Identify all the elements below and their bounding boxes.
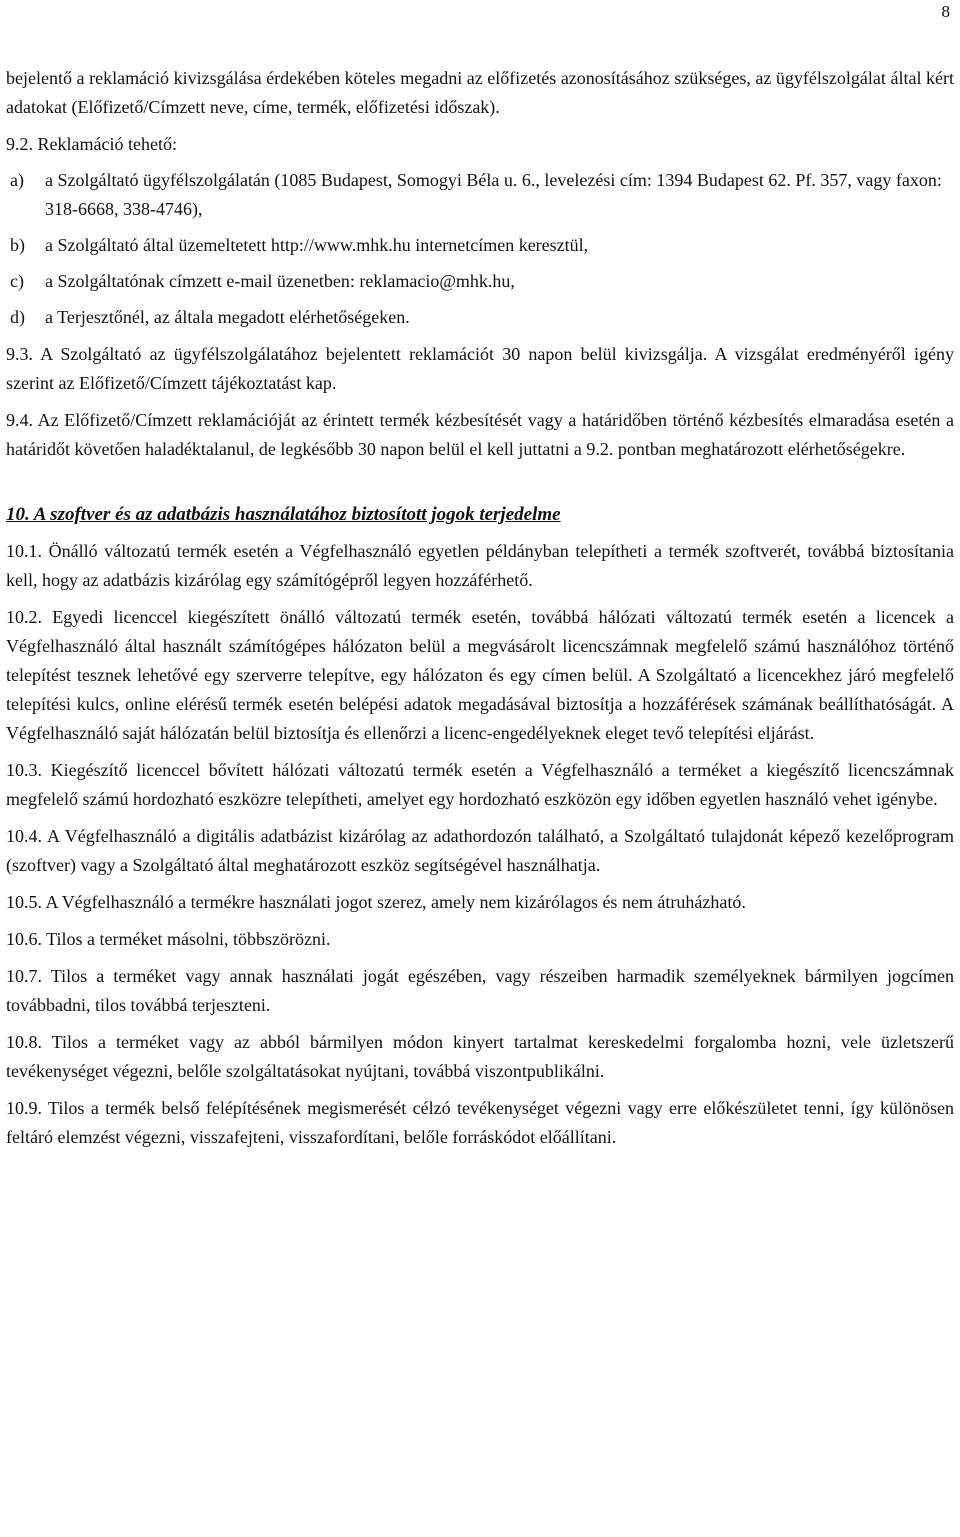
paragraph-10-6: 10.6. Tilos a terméket másolni, többszörözni.: [6, 929, 331, 949]
list-item-text: a Szolgáltató által üzemeltetett http://www.mhk.hu internetcímen keresztül,: [45, 235, 589, 255]
list-item-letter: a): [10, 170, 24, 190]
list-item-text: a Szolgáltatónak címzett e-mail üzenetben: reklamacio@mhk.hu,: [45, 271, 515, 291]
list-item-text: a Terjesztőnél, az általa megadott elérhetőségeken.: [45, 307, 410, 327]
paragraph-9-3: 9.3. A Szolgáltató az ügyfélszolgálatához bejelentett reklamációt 30 napon belül kivizsgálja. A vizsgálat eredményéről igény szerint az Előfizető/Címzett tájékoztatást kap.: [6, 344, 954, 393]
list-item-letter: b): [10, 235, 25, 255]
document-body: [6, 64, 954, 1152]
paragraph-10-4: 10.4. A Végfelhasználó a digitális adatbázist kizárólag az adathordozón található, a Szolgáltató tulajdonát képező kezelőprogram (szoftver) vagy a Szolgáltató által meghatározott eszköz segítségével használhatja.: [6, 826, 954, 875]
list-item: [6, 166, 954, 224]
paragraph-9-2: 9.2. Reklamáció tehető:: [6, 134, 177, 154]
list-item: [6, 303, 954, 332]
list-item: [6, 267, 954, 296]
paragraph-10-2: 10.2. Egyedi licenccel kiegészített önálló változatú termék esetén, továbbá hálózati változatú termék esetén a licencek a Végfelhasználó által használt számítógépes hálózaton belül a megvásárolt licencszámnak megfelelő számú használóhoz történő telepítést tesznek lehetővé egy szerverre telepítve, egy hálózaton és egy címen belül. A Szolgáltató a licencekhez járó megfelelő telepítési kulcs, online elérésű termék esetén belépési adatok megadásával biztosítja a hozzáférések számának beállíthatóságát. A Végfelhasználó saját hálózatán belül biztosítja és ellenőrzi a licenc-engedélyeknek eleget tevő telepítési eljárást.: [6, 607, 954, 743]
paragraph-10-8: 10.8. Tilos a terméket vagy az abból bármilyen módon kinyert tartalmat kereskedelmi forgalomba hozni, vele üzletszerű tevékenységet végezni, belőle szolgáltatásokat nyújtani, továbbá viszontpublikálni.: [6, 1032, 954, 1081]
paragraph-10-5: 10.5. A Végfelhasználó a termékre használati jogot szerez, amely nem kizárólagos és nem átruházható.: [6, 892, 746, 912]
list-item-letter: c): [10, 271, 24, 291]
section-heading-10: 10. A szoftver és az adatbázis használatához biztosított jogok terjedelme: [6, 504, 561, 525]
paragraph-9-4: 9.4. Az Előfizető/Címzett reklamációját az érintett termék kézbesítését vagy a határidőben történő kézbesítés elmaradása esetén a határidőt követően haladéktalanul, de legkésőbb 30 napon belül el kell juttatni a 9.2. pontban meghatározott elérhetőségekre.: [6, 410, 954, 459]
paragraph-continuation: bejelentő a reklamáció kivizsgálása érdekében köteles megadni az előfizetés azonosításához szükséges, az ügyfélszolgálat által kért adatokat (Előfizető/Címzett neve, címe, termék, előfizetési időszak).: [6, 68, 954, 117]
list-item-letter: d): [10, 307, 25, 327]
list-item-text: a Szolgáltató ügyfélszolgálatán (1085 Budapest, Somogyi Béla u. 6., levelezési cím: 1394 Budapest 62. Pf. 357, vagy faxon: 318-6668, 338-4746),: [45, 170, 942, 219]
paragraph-10-7: 10.7. Tilos a terméket vagy annak használati jogát egészében, vagy részeiben harmadik személyeknek bármilyen jogcímen továbbadni, tilos továbbá terjeszteni.: [6, 966, 954, 1015]
page-number: 8: [941, 2, 950, 21]
list-item: [6, 231, 954, 260]
paragraph-10-3: 10.3. Kiegészítő licenccel bővített hálózati változatú termék esetén a Végfelhasználó a terméket a kiegészítő licencszámnak megfelelő számú hordozható eszközre telepítheti, amelyet egy hordozható eszközön egy időben egyetlen használó vehet igénybe.: [6, 760, 954, 809]
paragraph-10-9: 10.9. Tilos a termék belső felépítésének megismerését célzó tevékenységet végezni vagy erre előkészületet tenni, így különösen feltáró elemzést végezni, visszafejteni, visszafordítani, belőle forráskódot előállítani.: [6, 1098, 954, 1147]
paragraph-10-1: 10.1. Önálló változatú termék esetén a Végfelhasználó egyetlen példányban telepítheti a termék szoftverét, továbbá biztosítania kell, hogy az adatbázis kizárólag egy számítógépről legyen hozzáférhető.: [6, 541, 954, 590]
